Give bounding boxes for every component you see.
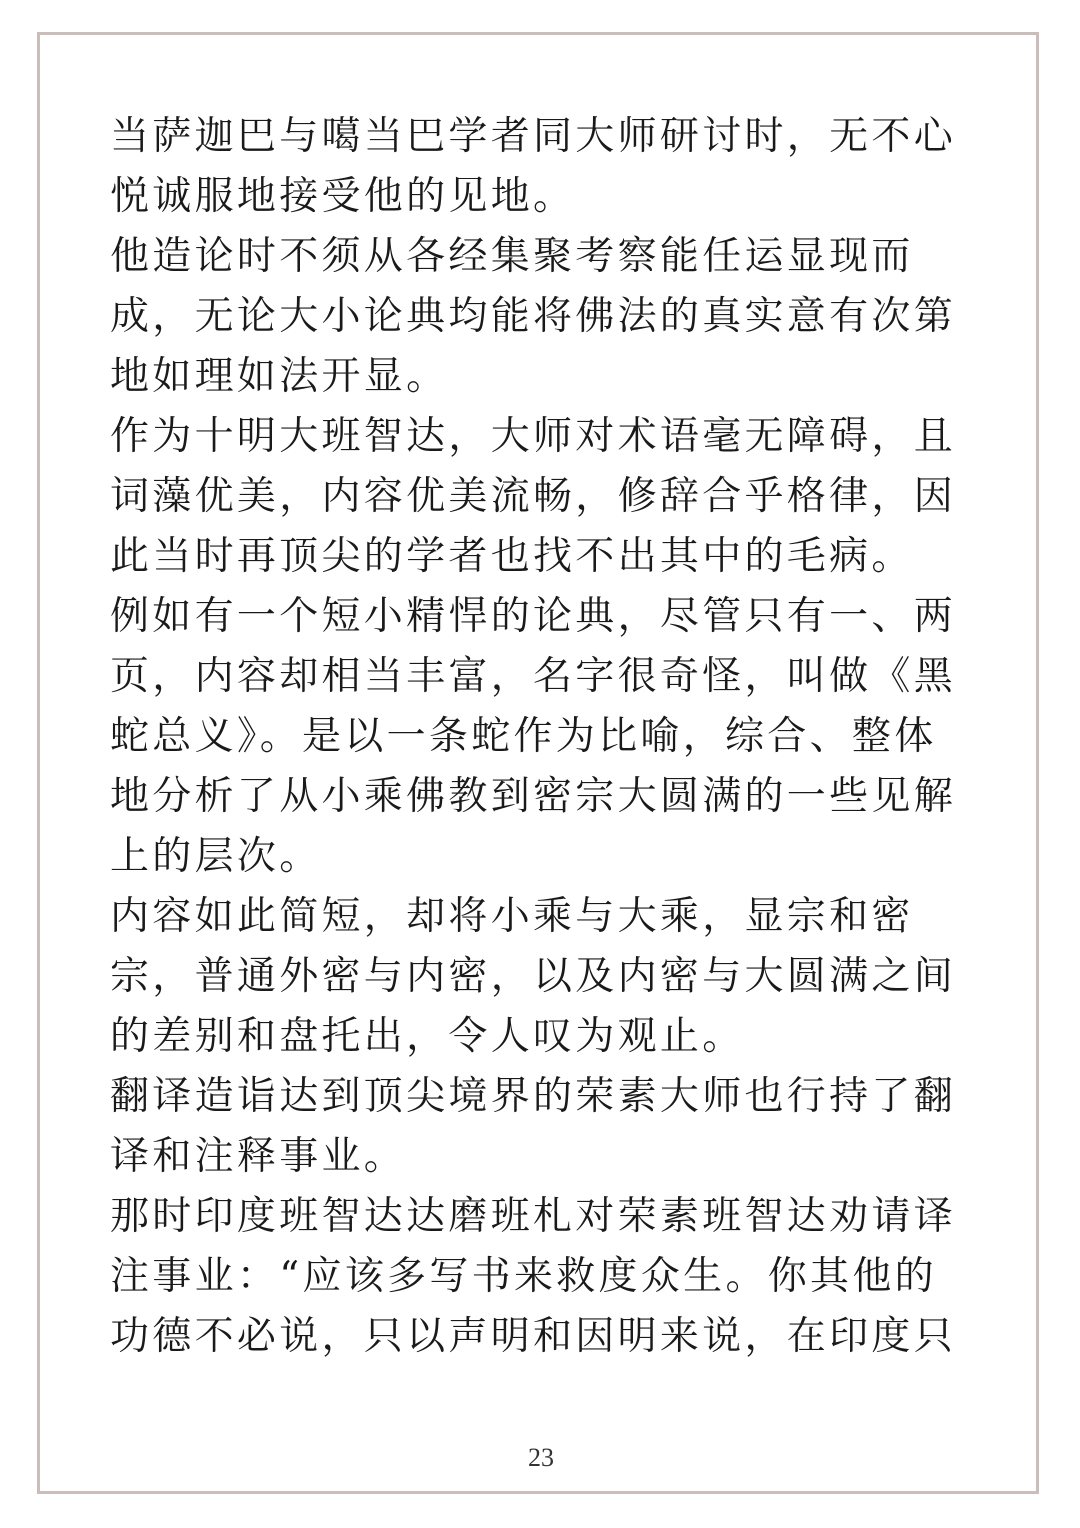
paragraph-6: 翻译造诣达到顶尖境界的荣素大师也行持了翻译和注释事业。 bbox=[110, 1074, 957, 1179]
paragraph-5: 内容如此简短，却将小乘与大乘，显宗和密宗，普通外密与内密，以及内密与大圆满之间的差别和盘托出，令人叹为观止。 bbox=[110, 894, 957, 1059]
page-frame bbox=[37, 32, 1039, 1494]
paragraph-7: 那时印度班智达达磨班札对荣素班智达劝请译注事业：“应该多写书来救度众生。你其他的功德不必说，只以声明和因明来说，在印度只 bbox=[110, 1194, 957, 1359]
paragraph-1: 当萨迦巴与噶当巴学者同大师研讨时，无不心悦诚服地接受他的见地。 bbox=[110, 114, 957, 219]
paragraph-2: 他造论时不须从各经集聚考察能任运显现而成，无论大小论典均能将佛法的真实意有次第地如理如法开显。 bbox=[110, 234, 957, 399]
paragraph-4: 例如有一个短小精悍的论典，尽管只有一、两页，内容却相当丰富，名字很奇怪，叫做《黑蛇总义》。是以一条蛇作为比喻，综合、整体地分析了从小乘佛教到密宗大圆满的一些见解上的层次。 bbox=[110, 594, 957, 879]
paragraph-3: 作为十明大班智达，大师对术语毫无障碍，且词藻优美，内容优美流畅，修辞合乎格律，因此当时再顶尖的学者也找不出其中的毛病。 bbox=[110, 414, 957, 579]
page-number: 23 bbox=[528, 1443, 554, 1472]
body-text bbox=[110, 107, 978, 1367]
